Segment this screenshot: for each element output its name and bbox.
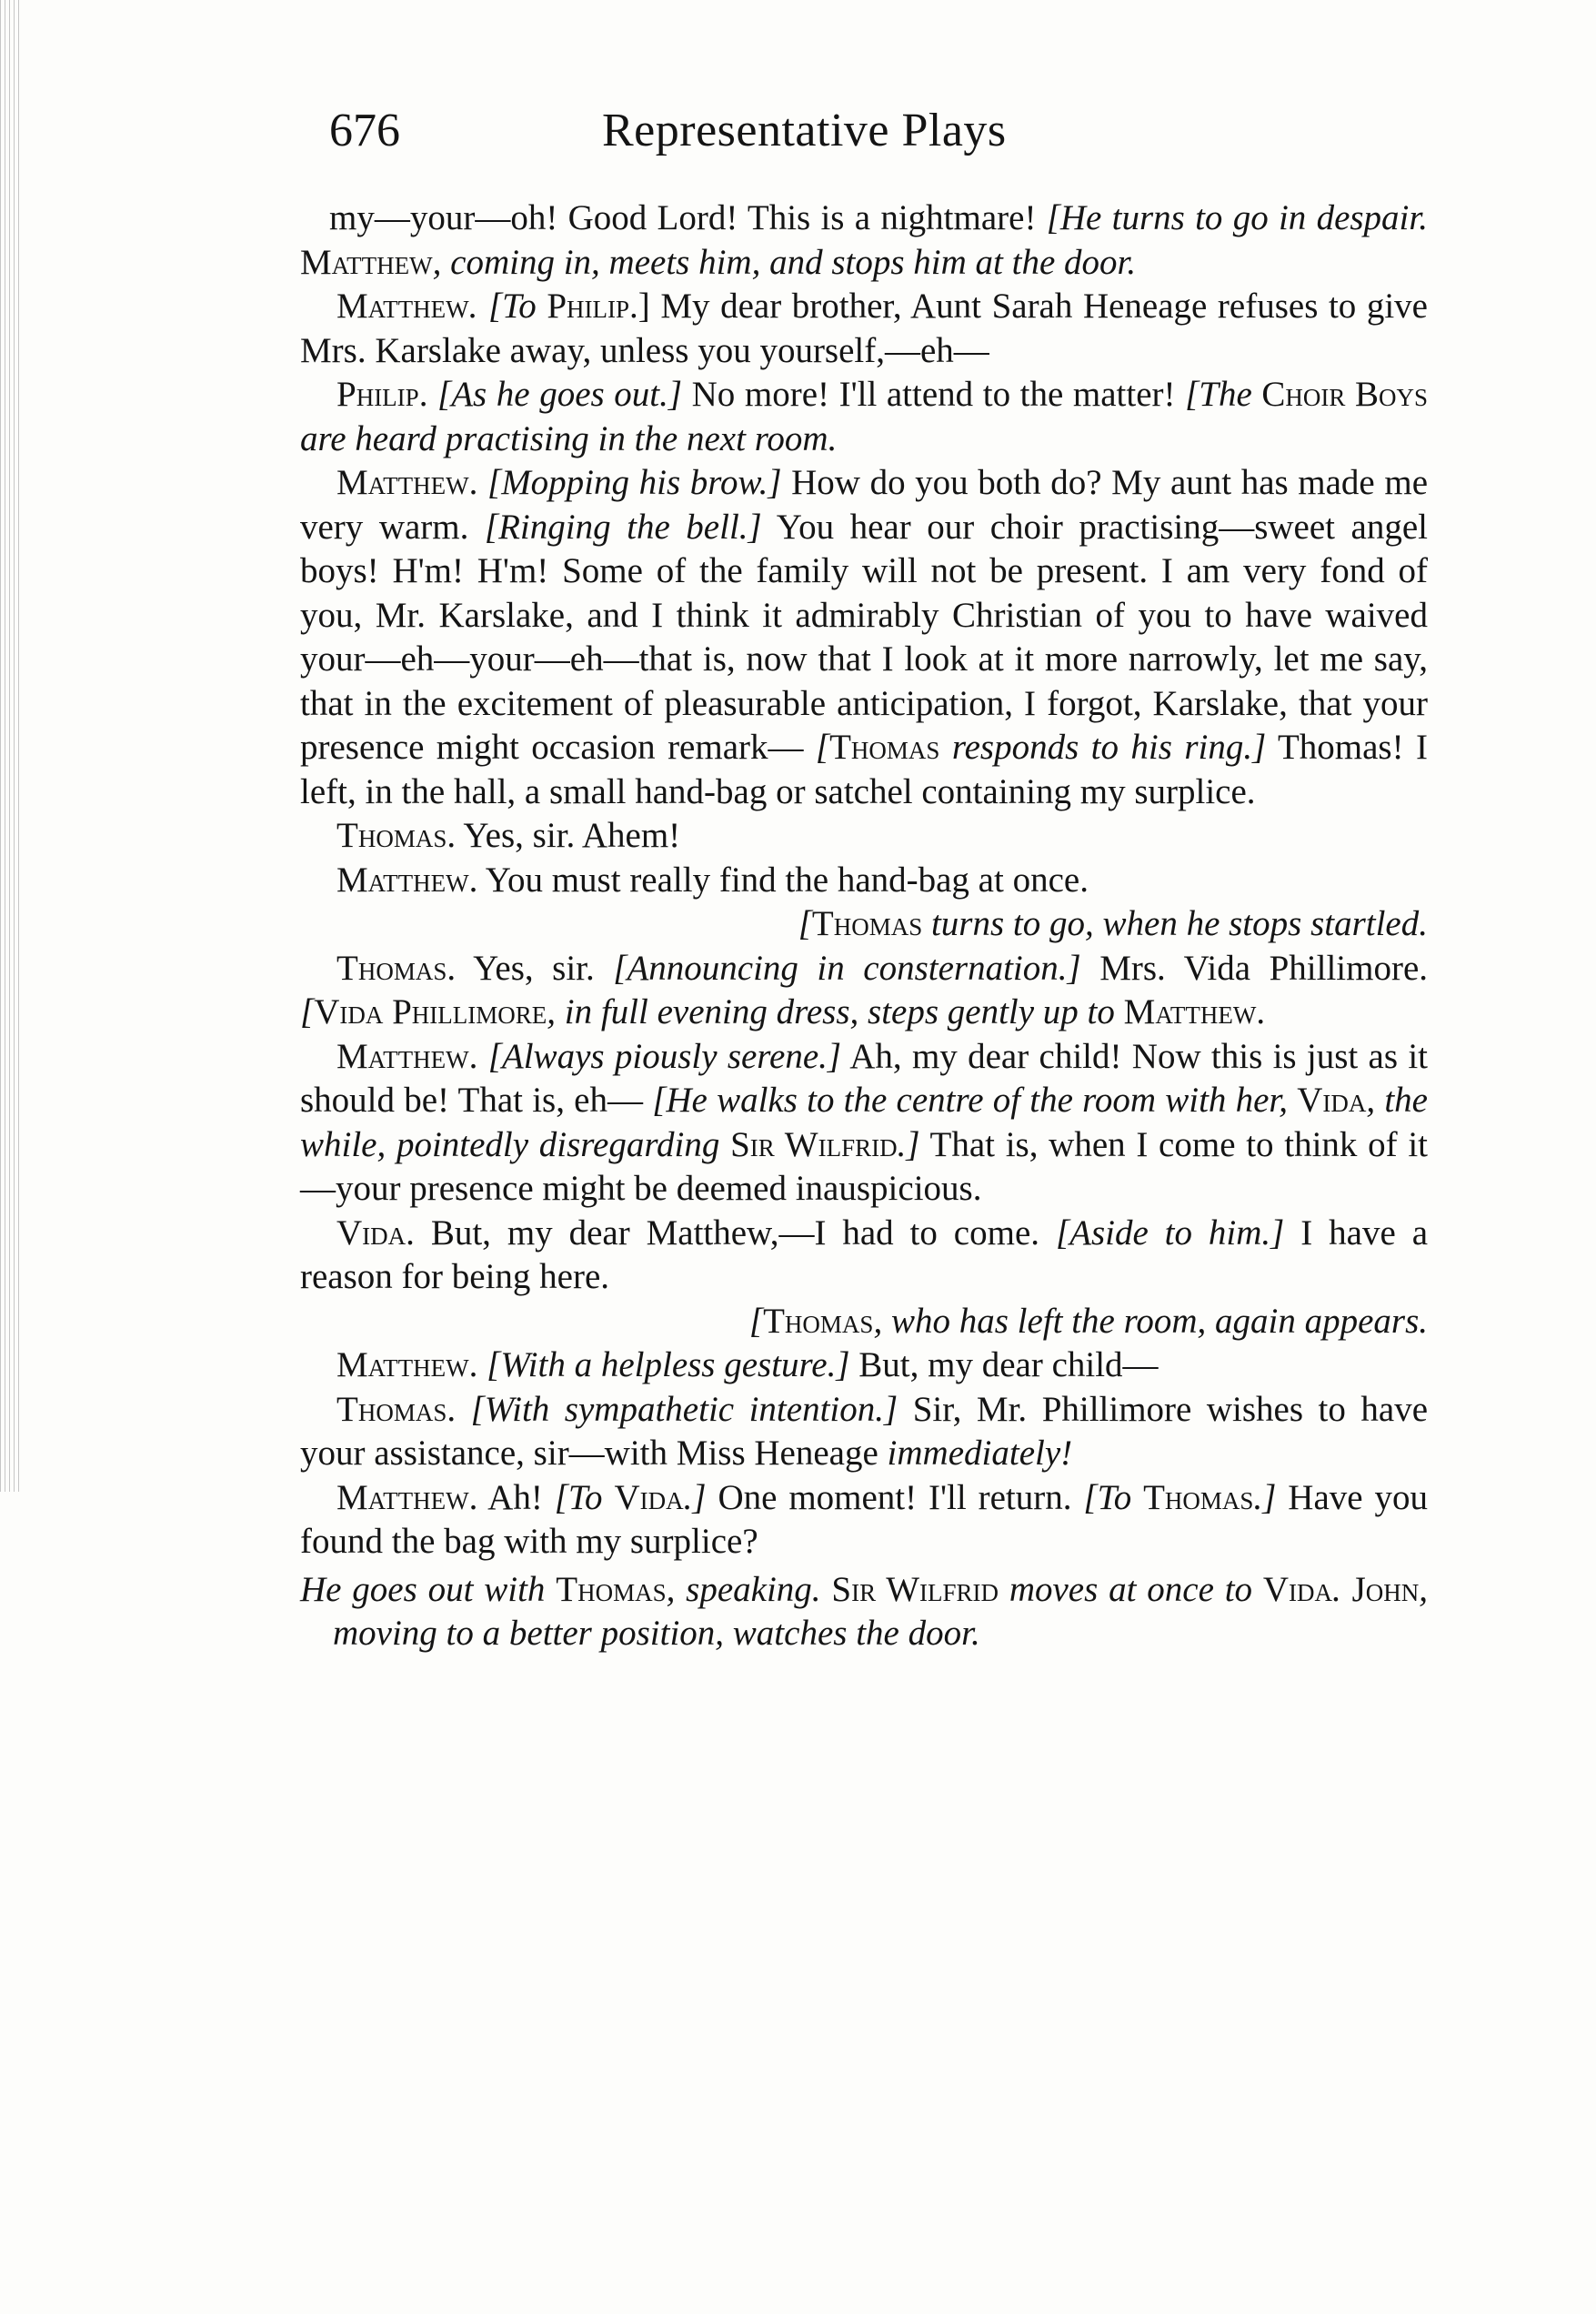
- direction-text: He goes out with: [300, 1569, 557, 1609]
- character-name: Vida: [614, 1477, 684, 1517]
- character-name: Matthew: [1123, 992, 1257, 1031]
- book-binding-edge: [0, 0, 20, 1492]
- direction-text: [Ringing the bell.]: [484, 507, 762, 547]
- direction-text: [He walks to the centre of the room with her,: [652, 1081, 1298, 1120]
- direction-text: .]: [897, 1124, 920, 1164]
- running-title: Representative Plays: [602, 105, 1007, 156]
- character-name: Choir Boys: [1261, 375, 1428, 414]
- direction-text: , who has left the room, again appears.: [873, 1301, 1428, 1341]
- character-name: Matthew: [336, 287, 469, 326]
- speech-text: Sir, Mr. Phillimore wishes to have your assistance, sir—with Miss Heneage: [300, 1389, 1429, 1473]
- stage-direction: [300, 1568, 1428, 1656]
- speech-text: No more! I'll attend to the matter!: [682, 375, 1186, 414]
- dialogue-paragraph: [300, 814, 1428, 859]
- speech-text: . But, my dear Matthew,—I had to come.: [406, 1212, 1056, 1253]
- direction-text: , moving to a better position, watches the door.: [333, 1569, 1429, 1653]
- dialogue-paragraph: [300, 1476, 1428, 1564]
- speech-text: .: [468, 463, 488, 502]
- character-name: Matthew: [336, 1036, 469, 1076]
- direction-text: [Always piously serene.]: [487, 1036, 842, 1076]
- character-name: Thomas: [1143, 1477, 1254, 1517]
- character-name: Thomas: [763, 1301, 874, 1341]
- speech-text: Mrs. Vida Phillimore.: [1080, 948, 1429, 988]
- character-name: Thomas: [336, 816, 447, 855]
- dialogue-paragraph: [300, 1035, 1428, 1212]
- direction-text: [Aside to him.]: [1055, 1212, 1285, 1253]
- speech-text: I have a reason for being here.: [300, 1212, 1429, 1296]
- direction-text: [To: [554, 1477, 615, 1517]
- speech-text: . You must really find the hand-bag at once.: [468, 860, 1089, 900]
- direction-text: immediately!: [887, 1434, 1073, 1473]
- page-header: [329, 105, 1428, 196]
- direction-text: [With a helpless gesture.]: [487, 1345, 850, 1384]
- speech-text: my—your—oh! Good Lord! This is a nightmare!: [329, 198, 1047, 237]
- dialogue-paragraph: [300, 1343, 1428, 1388]
- dialogue-paragraph: [300, 461, 1428, 814]
- speech-text: That is, when I come to think of it—your presence might be deemed inauspicious.: [300, 1124, 1428, 1208]
- direction-text: [The: [1185, 375, 1262, 414]
- speech-text: .: [468, 1345, 487, 1384]
- direction-text: moves at once to: [999, 1569, 1263, 1609]
- character-name: Matthew: [336, 463, 469, 502]
- direction-text: [With sympathetic intention.]: [470, 1389, 898, 1429]
- speech-text: One moment! I'll return.: [706, 1477, 1084, 1517]
- character-name: John: [1351, 1569, 1420, 1609]
- direction-text: are heard practising in the next room.: [300, 418, 838, 458]
- speech-text: You hear our choir practising—sweet angel boys! H'm! H'm! Some of the family will not be present. I am very fond of you, Mr. Karslake, and I think it admirably Christian of you to have waived your—eh—your—eh—that is, now that I look at it more narrowly, let me say, that in the excitement of pleasurable anticipation, I forgot, Karslake, that your presence might occasion remark—: [300, 507, 1428, 767]
- character-name: Thomas: [556, 1569, 667, 1609]
- character-name: Thomas: [829, 728, 940, 767]
- direction-text: [: [798, 904, 812, 943]
- speech-text: Ah, my dear child! Now this is just as it should be! That is, eh—: [300, 1036, 1429, 1120]
- speech-text: .: [447, 1389, 471, 1429]
- direction-text: . [To: [468, 287, 547, 326]
- direction-text: .]: [683, 1477, 707, 1517]
- direction-text: , in full evening dress, steps gently up to: [547, 992, 1124, 1031]
- direction-text: responds to his ring.]: [939, 728, 1267, 767]
- speech-text: But, my dear child—: [849, 1345, 1159, 1384]
- direction-text: [Mopping his brow.]: [487, 463, 782, 502]
- dialogue-paragraph: [300, 859, 1428, 903]
- character-name: Thomas: [336, 948, 447, 988]
- speech-text: .: [418, 375, 438, 414]
- speech-text: . Ah!: [468, 1477, 555, 1517]
- speech-text: Thomas! I left, in the hall, a small hand-bag or satchel containing my surplice.: [300, 728, 1428, 811]
- direction-text: [Announcing in consternation.]: [613, 948, 1081, 988]
- character-name: Matthew: [300, 242, 433, 282]
- character-name: Philip: [547, 287, 630, 326]
- page-number: 676: [329, 105, 400, 156]
- character-name: Thomas: [336, 1389, 447, 1429]
- direction-text: [As he goes out.]: [437, 375, 683, 414]
- dialogue-paragraph: [300, 1212, 1428, 1300]
- character-name: Vida: [336, 1212, 407, 1253]
- play-text: [300, 196, 1428, 1656]
- dialogue-paragraph: [300, 285, 1428, 373]
- direction-text: , coming in, meets him, and stops him at the door.: [432, 242, 1137, 282]
- character-name: Thomas: [811, 904, 923, 943]
- character-name: Vida: [1262, 1569, 1333, 1609]
- direction-text: , the while, pointedly disregarding: [300, 1081, 1428, 1164]
- character-name: Matthew: [336, 860, 469, 900]
- stage-direction: [300, 902, 1428, 947]
- direction-text: [He turns to go in despair.: [1046, 198, 1428, 237]
- speech-text: How do you both do? My aunt has made me very warm.: [300, 463, 1428, 547]
- direction-text: turns to go, when he stops startled.: [922, 904, 1428, 943]
- dialogue-paragraph: [300, 947, 1428, 1035]
- character-name: Matthew: [336, 1477, 469, 1517]
- speech-text: . Yes, sir. Ahem!: [447, 816, 681, 855]
- speech-text: Have you found the bag with my surplice?: [300, 1477, 1428, 1561]
- direction-text: [To: [1083, 1477, 1144, 1517]
- direction-text: [: [300, 992, 315, 1031]
- character-name: Sir Wilfrid: [831, 1569, 999, 1609]
- character-name: Matthew: [336, 1345, 469, 1384]
- direction-text: [: [748, 1301, 764, 1341]
- speech-text: .: [1256, 992, 1266, 1031]
- dialogue-paragraph: [300, 373, 1428, 461]
- character-name: Philip: [336, 375, 419, 414]
- direction-text: .: [1332, 1569, 1352, 1609]
- stage-direction: [300, 1300, 1428, 1344]
- book-page: [300, 105, 1429, 1656]
- character-name: Vida: [1297, 1081, 1367, 1120]
- direction-text: , speaking.: [666, 1569, 832, 1609]
- dialogue-paragraph: [300, 1388, 1428, 1476]
- direction-text: .]: [1253, 1477, 1277, 1517]
- character-name: Sir Wilfrid: [730, 1124, 898, 1164]
- speech-text: .: [468, 1036, 488, 1076]
- direction-text: [: [815, 728, 830, 767]
- character-name: Vida Phillimore: [314, 992, 547, 1031]
- text-paragraph: [300, 196, 1428, 285]
- speech-text: . Yes, sir.: [447, 948, 614, 988]
- speech-text: .] My dear brother, Aunt Sarah Heneage refuses to give Mrs. Karslake away, unless you yourself,—eh—: [300, 287, 1428, 370]
